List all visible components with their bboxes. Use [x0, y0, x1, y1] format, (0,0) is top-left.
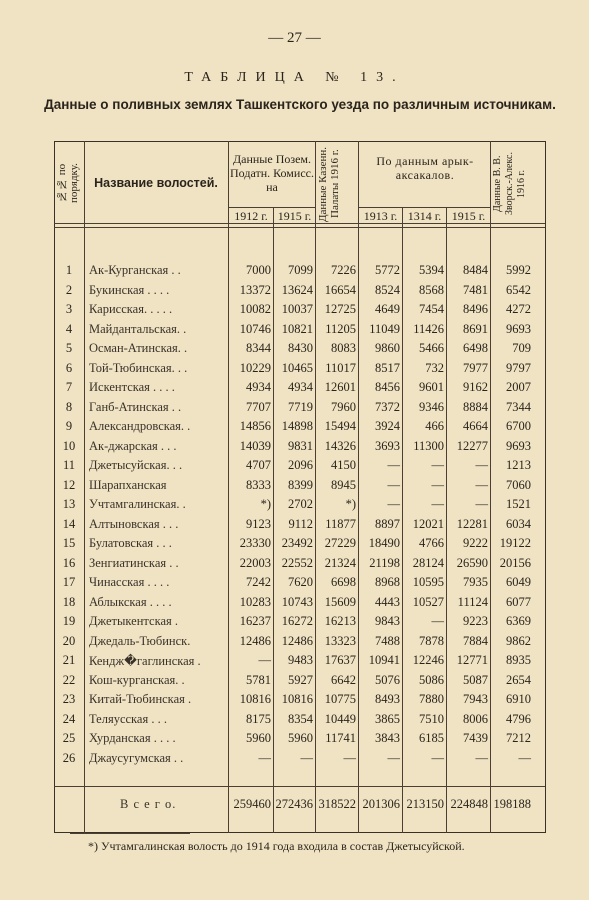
header-year-1914: 1314 г.: [407, 209, 442, 223]
table-cell: 9222: [463, 536, 488, 550]
table-cell: 13323: [324, 633, 356, 648]
table-cell: 7884: [463, 633, 488, 648]
col-divider: [84, 141, 85, 833]
table-cell: 7099: [288, 263, 313, 277]
table-cell: 3693: [375, 438, 400, 453]
table-cell: 11017: [325, 360, 356, 375]
table-cell: 8884: [463, 399, 488, 414]
row-name: Джетыкентская .: [89, 614, 179, 628]
table-cell: 10816: [281, 692, 313, 706]
table-cell: 7620: [288, 575, 313, 589]
table-cell: 10082: [239, 302, 271, 316]
table-cell: —: [300, 750, 313, 765]
row-name: Той-Тюбинская. . .: [89, 360, 188, 375]
table-cell: —: [475, 497, 488, 511]
row-name: Майдантальская. .: [89, 321, 187, 336]
header-year-1913: 1913 г.: [363, 209, 398, 223]
table-cell: 6910: [506, 692, 531, 706]
table-title: Данные о поливных землях Ташкентского уезда по различным источникам.: [44, 97, 556, 112]
table-cell: —: [431, 497, 444, 511]
table-cell: 9112: [288, 516, 313, 531]
table-cell: 2096: [288, 458, 313, 472]
table-cell: 4664: [463, 419, 488, 433]
table-cell: 5076: [375, 672, 400, 687]
table-cell: 12725: [324, 302, 356, 316]
table-cell: 8430: [288, 341, 313, 355]
table-cell: 732: [425, 360, 444, 375]
table-cell: 8083: [331, 341, 356, 355]
table-cell: —: [431, 750, 444, 765]
row-name: Шарапханская: [89, 477, 167, 492]
table-cell: —: [387, 477, 400, 492]
table-cell: 26590: [456, 555, 488, 570]
table-cell: —: [518, 750, 531, 765]
table-cell: 10941: [368, 653, 400, 667]
table-cell: 7510: [419, 711, 444, 726]
table-cell: 4766: [419, 536, 444, 550]
row-number: 9: [65, 419, 73, 433]
table-cell: *): [260, 497, 271, 511]
table-cell: 14856: [239, 419, 271, 433]
table-cell: 5772: [375, 263, 400, 277]
row-number: 12: [62, 477, 76, 492]
table-cell: —: [431, 614, 444, 628]
table-cell: 7481: [463, 282, 488, 297]
table-cell: 10746: [239, 321, 271, 336]
table-cell: 21324: [324, 555, 356, 570]
table-cell: 14326: [324, 438, 356, 453]
header-commission: Данные Позем. Податн. Комисс. на: [230, 152, 314, 194]
table-cell: 22552: [281, 555, 313, 570]
row-name: Чинасская . . . .: [89, 575, 170, 589]
table-cell: —: [387, 458, 400, 472]
table-cell: 6369: [506, 614, 531, 628]
table-cell: —: [475, 477, 488, 492]
table-cell: 7242: [246, 575, 271, 589]
table-cell: *): [345, 497, 356, 511]
table-cell: 11049: [369, 321, 400, 336]
table-cell: 709: [512, 341, 531, 355]
table-cell: 5781: [246, 672, 271, 687]
table-cell: 12486: [281, 633, 313, 648]
table-cell: 5960: [288, 731, 313, 745]
table-cell: 1213: [506, 458, 531, 472]
table-cell: 9860: [375, 341, 400, 355]
table-cell: 11205: [325, 321, 356, 336]
table-cell: 6034: [506, 516, 531, 531]
footnote-rule: [70, 833, 190, 834]
total-cell: 318522: [318, 797, 356, 811]
table-cell: 5394: [419, 263, 444, 277]
table-cell: 8344: [246, 341, 271, 355]
row-number: 20: [62, 633, 76, 648]
row-name: Ак-джарская . . .: [89, 438, 177, 453]
table-cell: —: [343, 750, 356, 765]
row-name: Карисская. . . . .: [89, 302, 173, 316]
table-cell: 16237: [239, 614, 271, 628]
total-label: В с е г о.: [120, 797, 177, 811]
table-cell: 9843: [375, 614, 400, 628]
table-cell: 1521: [506, 497, 531, 511]
table-cell: 8691: [463, 321, 488, 336]
table-cell: 8945: [331, 477, 356, 492]
row-number: 19: [62, 614, 76, 628]
table-cell: 6185: [419, 731, 444, 745]
row-number: 10: [62, 438, 76, 453]
row-number: 23: [62, 692, 76, 706]
table-cell: 7372: [375, 399, 400, 414]
table-cell: 9162: [463, 380, 488, 394]
table-cell: 9601: [419, 380, 444, 394]
table-cell: 5466: [419, 341, 444, 355]
table-cell: —: [431, 477, 444, 492]
total-cell: 213150: [406, 797, 444, 811]
total-cell: 224848: [450, 797, 488, 811]
table-cell: 8517: [375, 360, 400, 375]
table-cell: 4649: [375, 302, 400, 316]
row-name: Теляусская . . .: [89, 711, 167, 726]
row-name: Булатовская . . .: [89, 536, 172, 550]
total-cell: 259460: [233, 797, 271, 811]
table-cell: 12246: [412, 653, 444, 667]
table-cell: 7880: [419, 692, 444, 706]
table-cell: 10821: [281, 321, 313, 336]
table-cell: 10283: [239, 594, 271, 609]
table-cell: 9797: [506, 360, 531, 375]
total-cell: 201306: [362, 797, 400, 811]
table-cell: 4443: [375, 594, 400, 609]
table-cell: 4934: [288, 380, 313, 394]
table-cell: 22003: [239, 555, 271, 570]
table-cell: 8524: [375, 282, 400, 297]
table-cell: 9346: [419, 399, 444, 414]
row-number: 16: [62, 555, 76, 570]
table-cell: 7000: [246, 263, 271, 277]
table-cell: 7878: [419, 633, 444, 648]
table-cell: 10743: [281, 594, 313, 609]
table-cell: 2654: [506, 672, 531, 687]
table-cell: 8399: [288, 477, 313, 492]
row-name: Осман-Атинская. .: [89, 341, 188, 355]
table-cell: 9483: [288, 653, 313, 667]
row-name: Хурданская . . . .: [89, 731, 176, 745]
table-cell: 4796: [506, 711, 531, 726]
table-cell: 5087: [463, 672, 488, 687]
table-cell: 21198: [369, 555, 400, 570]
table-cell: 20156: [499, 555, 531, 570]
table-cell: 16213: [324, 614, 356, 628]
table-cell: 8496: [463, 302, 488, 316]
table-cell: 5960: [246, 731, 271, 745]
table-cell: 9693: [506, 438, 531, 453]
table-cell: 7707: [246, 399, 271, 414]
table-cell: 4707: [246, 458, 271, 472]
table-cell: 7439: [463, 731, 488, 745]
page-number: — 27 —: [268, 30, 321, 46]
row-divider: [228, 207, 315, 208]
table-cell: 8175: [246, 711, 271, 726]
table-cell: 10037: [281, 302, 313, 316]
table-cell: 6700: [506, 419, 531, 433]
row-number: 26: [62, 750, 76, 765]
table-cell: —: [475, 458, 488, 472]
table-cell: —: [431, 458, 444, 472]
table-cell: 7226: [331, 263, 356, 277]
table-cell: 7212: [506, 731, 531, 745]
row-number: 18: [62, 594, 76, 609]
table-cell: 7454: [419, 302, 444, 316]
row-number: 24: [62, 711, 76, 726]
table-cell: 7943: [463, 692, 488, 706]
row-number: 8: [65, 399, 73, 414]
table-cell: 8456: [375, 380, 400, 394]
header-year-1915: 1915 г.: [277, 209, 312, 223]
row-number: 7: [65, 380, 73, 394]
row-name: Ак-Курганская . .: [89, 263, 181, 277]
table-cell: 8484: [463, 263, 488, 277]
table-cell: 11300: [413, 438, 444, 453]
row-number: 2: [65, 282, 73, 297]
table-cell: 6698: [331, 575, 356, 589]
row-name: Зенгиатинская . .: [89, 555, 179, 570]
table-cell: 18490: [368, 536, 400, 550]
table-cell: 28124: [412, 555, 444, 570]
table-cell: 23330: [239, 536, 271, 550]
table-cell: 13624: [281, 282, 313, 297]
table-cell: —: [475, 750, 488, 765]
table-cell: 11426: [413, 321, 444, 336]
table-cell: 4934: [246, 380, 271, 394]
table-cell: —: [258, 653, 271, 667]
table-cell: 7960: [331, 399, 356, 414]
table-cell: 12277: [456, 438, 488, 453]
row-number: 14: [62, 516, 76, 531]
row-number: 13: [62, 497, 76, 511]
table-cell: 11124: [457, 594, 488, 609]
table-cell: 13372: [239, 282, 271, 297]
row-number: 1: [65, 263, 73, 277]
table-cell: 14898: [281, 419, 313, 433]
table-cell: 15609: [324, 594, 356, 609]
row-name: Джедаль-Тюбинск.: [89, 633, 191, 648]
table-cell: 11741: [325, 731, 356, 745]
table-cell: 466: [425, 419, 444, 433]
row-divider: [358, 207, 490, 208]
table-cell: 12601: [324, 380, 356, 394]
row-name: Искентская . . . .: [89, 380, 175, 394]
table-cell: 9862: [506, 633, 531, 648]
table-cell: 16272: [281, 614, 313, 628]
table-cell: 6542: [506, 282, 531, 297]
table-cell: 3865: [375, 711, 400, 726]
table-cell: 7060: [506, 477, 531, 492]
row-number: 11: [62, 458, 76, 472]
row-name: Кош-курганская. .: [89, 672, 185, 687]
row-divider: [54, 227, 545, 228]
table-cell: 10449: [324, 711, 356, 726]
header-kazenn: Данные Казенн. Палаты 1916 г.: [317, 146, 341, 222]
table-cell: 8493: [375, 692, 400, 706]
table-cell: 19122: [499, 536, 531, 550]
table-cell: 10465: [281, 360, 313, 375]
table-cell: 7719: [288, 399, 313, 414]
table-cell: 11877: [325, 516, 356, 531]
table-cell: 8354: [288, 711, 313, 726]
row-number: 4: [65, 321, 73, 336]
table-cell: 15494: [324, 419, 356, 433]
row-name: Китай-Тюбинская .: [89, 692, 192, 706]
table-cell: 5927: [288, 672, 313, 687]
row-number: 15: [62, 536, 76, 550]
row-number: 17: [62, 575, 76, 589]
row-number: 21: [62, 653, 76, 667]
table-cell: 9123: [246, 516, 271, 531]
row-divider: [54, 786, 545, 787]
row-name: Ганб-Атинская . .: [89, 399, 182, 414]
table-cell: 5086: [419, 672, 444, 687]
table-cell: 9223: [463, 614, 488, 628]
table-cell: 10527: [412, 594, 444, 609]
table-cell: 8897: [375, 516, 400, 531]
table-cell: 12281: [456, 516, 488, 531]
table-cell: 16654: [324, 282, 356, 297]
header-number: №№ по порядку.: [56, 163, 80, 203]
table-cell: 10816: [239, 692, 271, 706]
table-cell: 6049: [506, 575, 531, 589]
table-cell: 7344: [506, 399, 531, 414]
table-cell: 10595: [412, 575, 444, 589]
row-name: Джетысуйская. . .: [89, 458, 183, 472]
row-name: Букинская . . . .: [89, 282, 170, 297]
table-cell: 4150: [331, 458, 356, 472]
table-cell: 23492: [281, 536, 313, 550]
row-name: Джаусугумская . .: [89, 750, 184, 765]
row-divider: [54, 223, 545, 224]
row-number: 3: [65, 302, 73, 316]
table-cell: 6077: [506, 594, 531, 609]
table-cell: 3924: [375, 419, 400, 433]
row-number: 25: [62, 731, 76, 745]
header-year-1912: 1912 г.: [234, 209, 268, 223]
table-cell: 2702: [288, 497, 313, 511]
table-cell: 7935: [463, 575, 488, 589]
table-cell: 8333: [246, 477, 271, 492]
header-name: Название волостей.: [94, 176, 218, 190]
table-cell: 6498: [463, 341, 488, 355]
table-cell: 12486: [239, 633, 271, 648]
header-zvor: Данные В. В. Зворск.-Алекс. 1916 г.: [492, 152, 527, 216]
row-name: Алтыновская . . .: [89, 516, 179, 531]
table-cell: 12771: [456, 653, 488, 667]
footnote: *) Учтамгалинская волость до 1914 года входила в состав Джетысуйской.: [88, 839, 465, 853]
table-cell: —: [258, 750, 271, 765]
table-cell: 12021: [412, 516, 444, 531]
table-cell: 6642: [331, 672, 356, 687]
table-cell: 8568: [419, 282, 444, 297]
row-name: Кендж�гаглинская .: [89, 654, 201, 668]
table-cell: 7977: [463, 360, 488, 375]
header-year-1915b: 1915 г.: [451, 209, 486, 223]
table-cell: —: [387, 497, 400, 511]
table-cell: 17637: [324, 653, 356, 667]
table-cell: 8935: [506, 653, 531, 667]
table-cell: 2007: [506, 380, 531, 394]
table-cell: 8006: [463, 711, 488, 726]
table-cell: 7488: [375, 633, 400, 648]
table-cell: 3843: [375, 731, 400, 745]
table-cell: —: [387, 750, 400, 765]
table-cell: 27229: [324, 536, 356, 550]
table-cell: 10775: [324, 692, 356, 706]
header-aryk: По данным арык-аксакалов.: [376, 154, 474, 182]
total-cell: 272436: [275, 797, 313, 811]
table-cell: 9693: [506, 321, 531, 336]
row-number: 6: [65, 360, 73, 375]
row-number: 5: [65, 341, 73, 355]
table-cell: 10229: [239, 360, 271, 375]
table-cell: 8968: [375, 575, 400, 589]
table-cell: 14039: [239, 438, 271, 453]
table-cell: 5992: [506, 263, 531, 277]
table-cell: 4272: [506, 302, 531, 316]
table-cell: 9831: [288, 438, 313, 453]
table-label: ТАБЛИЦА № 13.: [184, 70, 405, 85]
row-name: Аблыкская . . . .: [89, 594, 172, 609]
row-number: 22: [62, 672, 76, 687]
row-name: Александровская. .: [89, 419, 191, 433]
total-cell: 198188: [493, 797, 531, 811]
row-name: Учтамгалинская. .: [89, 497, 186, 511]
